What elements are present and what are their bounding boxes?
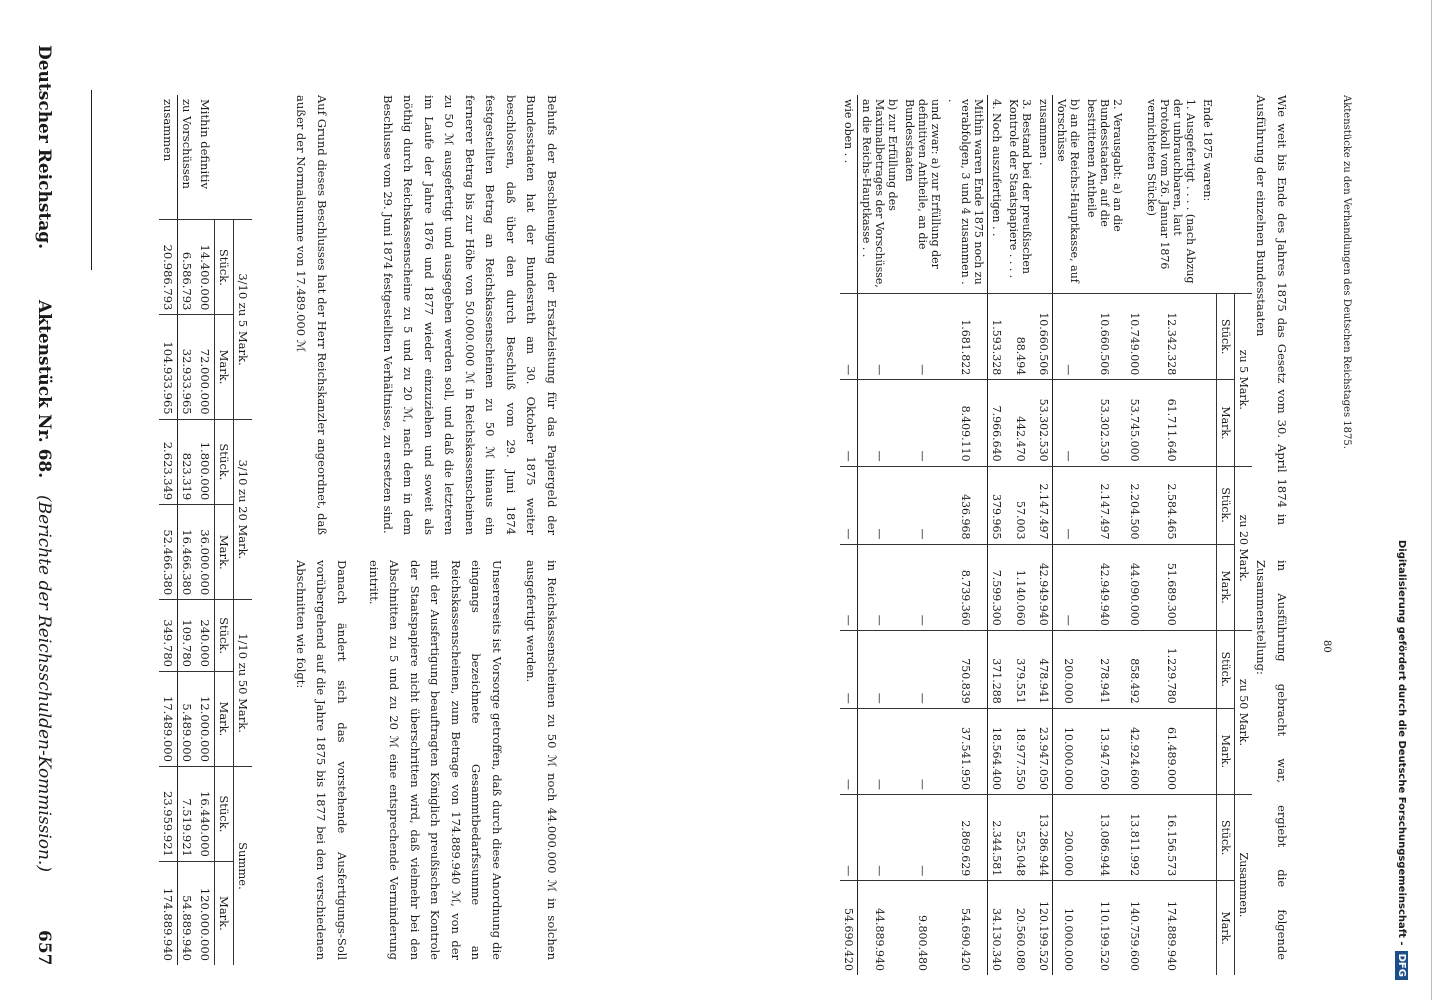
cell: — [858,630,902,708]
cell: 14.400.000 [196,220,215,315]
cell: — [858,294,902,380]
cell: 2.869.629 [945,795,989,881]
cell: 18.977.550 [1006,708,1036,794]
cell: — [858,795,902,881]
row-label: zu Vorschüssen [180,99,194,189]
col-stueck: Stück. [1217,466,1235,544]
cell: 10.000.000 [1053,708,1084,794]
cell: 10.749.000 [1127,294,1144,380]
row-label: 4. Noch auszufertigen . . [990,99,1004,237]
col-mark: Mark. [1217,881,1235,975]
table-row-total [159,95,178,965]
table-row-total [945,95,989,975]
cell: 51.689.300 [1144,544,1200,630]
cell: — [858,466,902,544]
row-label: Mithin waren Ende 1875 noch zu verabfolgen, 3 und 4 zusammen . . [945,95,989,294]
cell: 13.286.944 [1036,795,1054,881]
col-stueck: Stück. [1217,294,1235,380]
cell: 52.466.380 [159,505,178,600]
cell: 13.811.992 [1127,795,1144,881]
cell: 1.229.780 [1144,630,1200,708]
cell: — [1053,544,1084,630]
table-row-total [841,95,859,975]
cell: 42.949.940 [1084,544,1127,630]
cell: 20.986.793 [159,220,178,315]
cell: 5.489.000 [178,671,197,766]
header-rule [91,90,92,270]
table-row [1084,95,1127,975]
cell: — [841,466,859,544]
cell: 72.000.000 [196,315,215,419]
cell: 57.003 [1006,466,1036,544]
paragraph-right-3: Danach ändert sich das vorstehende Ausfertigungs-Soll vorübergehend auf die Jahre 1875 bis 1877 bei den verschiedenen Abschnitten wie folgt: [294,560,349,960]
cell: 23.959.921 [159,766,178,861]
credit-text: Digitalisierung gefördert durch die Deutsche Forschungsgemeinschaft - [1396,540,1407,946]
cell: — [841,380,859,466]
table2-group: zu 5 Mark. [1235,294,1253,467]
cell: — [902,795,945,881]
cell: — [841,544,859,630]
cell: 200.000 [1053,630,1084,708]
row-label: 2. Verausgabt: a) an die Bundesstaaten, auf die bestrittenen Antheile [1085,99,1125,232]
table2-group: zu 50 Mark. [1235,630,1253,794]
cell: 10.660.506 [1036,294,1054,380]
cell: 12.000.000 [196,671,215,766]
cell: 2.204.500 [1127,466,1144,544]
table-row [1200,95,1217,975]
row-label: Ende 1875 waren: [1201,99,1215,202]
cell: 54.690.420 [945,881,989,975]
table1-group: 1/10 zu 50 Mark. [234,600,253,767]
cell: 36.000.000 [196,505,215,600]
cell: — [841,708,859,794]
cell: — [902,544,945,630]
cell: 37.541.950 [945,708,989,794]
table-row [1127,95,1144,975]
paragraph-left-1: Behufs der Beschleunigung der Ersatzleistung für das Papiergeld der Bundesstaaten hat der Bundesrath am 30. Oktober 1875 weiter beschlossen, daß über den durch Beschluß vom 29. Juni 1874 festgestellten Betrag an Reichskassenscheinen zu 50 ℳ hinaus ein fernerer Betrag bis zur Höhe von 50.000.000 ℳ in Reichskassenscheinen zu 50 ℳ ausgefertigt und ausgegeben werden soll, und daß die letzteren im Laufe der Jahre 1876 und 1877 wieder einzuziehen und soweit als nöthig durch Reichskassenscheine zu 5 und zu 20 ℳ, nach dem in dem Beschlusse vom 29. Juni 1874 festgestellten Verhältnisse, zu ersetzen sind. [381,95,559,535]
table1-group: 3/10 zu 5 Mark. [234,220,253,419]
cell: 436.968 [945,466,989,544]
cell: 32.933.965 [178,315,197,419]
cell: 20.560.080 [1006,881,1036,975]
cell: 61.711.640 [1144,380,1200,466]
col-stueck: Stück. [215,220,234,315]
table-row [902,95,945,975]
cell: — [841,630,859,708]
cell: 53.302.530 [1084,380,1127,466]
table1-group: Summe. [234,766,253,965]
detail-table [841,95,1253,975]
cell: 88.494 [1006,294,1036,380]
cell: 44.090.000 [1127,544,1144,630]
table-row [1053,95,1084,975]
row-label [1127,95,1144,294]
cell: 1.140.060 [1006,544,1036,630]
header-left: Deutscher Reichstag. [34,45,54,250]
cell: 200.000 [1053,795,1084,881]
table-row [858,95,902,975]
cell: 2.623.349 [159,419,178,505]
table-row [1144,95,1200,975]
cell: — [841,294,859,380]
header-commission: (Berichte der Reichsschulden-Kommission.) [34,495,54,872]
cell: 371.288 [988,630,1006,708]
cell: 16.440.000 [196,766,215,861]
cell: 8.409.110 [945,380,989,466]
cell: — [1053,466,1084,544]
col-mark: Mark. [1217,380,1235,466]
cell: 18.564.400 [988,708,1006,794]
page-number: 657 [34,930,54,966]
cell: 109.780 [178,600,197,672]
row-label: b) an die Reichs-Hauptkasse, auf Vorschüsse [1055,99,1082,283]
paragraph-left-2: Auf Grund dieses Beschlusses hat der Herr Reichskanzler angeordnet, daß außer der Normalsumme von 17.489.000 ℳ [294,95,329,535]
cell: 442.470 [1006,380,1036,466]
col-mark: Mark. [215,671,234,766]
signature-mark: 80 [1321,640,1332,653]
table2-subheader-row [1217,95,1235,975]
cell: 7.966.640 [988,380,1006,466]
row-label: 1. Ausgefertigt . . . . (nach Abzug der unbrauchbaren, laut Protokoll vom 26. Januar 1876 vernichteten Stücke) [1145,99,1198,284]
col-stueck: Stück. [1217,795,1235,881]
cell: 1.681.822 [945,294,989,380]
paragraph-right-1: in Reichskassenscheinen zu 50 ℳ noch 44.000.000 ℳ in solchen ausgefertigt werden. [524,560,559,960]
cell: — [858,380,902,466]
cell: 1.800.000 [196,419,215,505]
cell: 750.839 [945,630,989,708]
table-row [196,95,215,965]
cell: 23.947.050 [1036,708,1054,794]
cell: 53.302.530 [1036,380,1054,466]
cell: 42.924.600 [1127,708,1144,794]
col-stueck: Stück. [215,600,234,672]
dfg-logo: DFG [1395,951,1408,980]
col-mark: Mark. [215,861,234,965]
cell: 42.949.940 [1036,544,1054,630]
col-mark: Mark. [1217,544,1235,630]
row-label: wie oben . . [841,95,859,294]
cell: 1.593.328 [988,294,1006,380]
table2-group: zu 20 Mark. [1235,466,1253,630]
table-row [1006,95,1036,975]
table2-group-row [1235,95,1253,975]
footer-right: in Ausführung gebracht war, ergiebt die folgende Zusammenstellung: [1254,560,1289,960]
cell: — [1053,380,1084,466]
cell: 120.199.520 [1036,881,1054,975]
cell: 858.492 [1127,630,1144,708]
table-row [988,95,1006,975]
cell: 240.000 [196,600,215,672]
cell: — [841,795,859,881]
col-stueck: Stück. [215,419,234,505]
cell: 2.584.465 [1144,466,1200,544]
cell: 104.933.965 [159,315,178,419]
footer-left: Wie weit bis Ende des Jahres 1875 das Gesetz vom 30. April 1874 in Ausführung der einzelnen Bundesstaaten [1254,95,1289,525]
cell: 17.489.000 [159,671,178,766]
row-label: Mithin definitiv [198,99,213,189]
cell: 379.551 [1006,630,1036,708]
cell: 278.941 [1084,630,1127,708]
table1-group: 3/10 zu 20 Mark. [234,419,253,600]
cell: 12.342.328 [1144,294,1200,380]
cell: 10.000.000 [1053,881,1084,975]
summary-table [159,95,252,965]
cell: 379.965 [988,466,1006,544]
row-label: 3. Bestand bei der preußischen Kontrole der Staatspapiere . . . . [1007,99,1034,279]
paragraph-right-2: Unsererseits ist Vorsorge getroffen, daß durch diese Anordnung die eingangs bezeichnete Gesammtbedarfssumme an Reichskassenscheinen, zum Betrage von 174.889.940 ℳ, von der mit der Ausfertigung beauftragten Königlich preußischen Kontrole der Staatspapiere nicht überschritten wird, daß vielmehr bei den Abschnitten zu 5 und zu 20 ℳ eine entsprechende Verminderung eintritt. [367,560,504,960]
header-center: Aktenstück Nr. 68. [34,300,54,479]
cell: — [858,708,902,794]
cell: 16.156.573 [1144,795,1200,881]
row-label: zusammen . [1036,95,1054,294]
cell: 174.889.940 [1144,881,1200,975]
cell: 2.344.581 [988,795,1006,881]
cell: 8.739.360 [945,544,989,630]
sidebar-credit [1395,540,1414,980]
cell: — [902,708,945,794]
cell: — [902,294,945,380]
table1-subheader-row [215,95,234,965]
col-stueck: Stück. [1217,630,1235,708]
cell: 13.086.944 [1084,795,1127,881]
cell: 525.048 [1006,795,1036,881]
table2-group: Zusammen. [1235,795,1253,976]
cell: 478.941 [1036,630,1054,708]
cell: 34.130.340 [988,881,1006,975]
footer-note: Aktenstücke zu den Verhandlungen des Deutschen Reichstages 1875. [1341,95,1352,449]
row-label: b) zur Erfüllung des Maximalbetrages der Vorschüsse, an die Reichs-Hauptkasse . . [860,99,900,288]
cell: 7.519.921 [178,766,197,861]
table1-group-row [234,95,253,965]
cell: — [858,544,902,630]
cell: 16.466.380 [178,505,197,600]
cell: 53.745.000 [1127,380,1144,466]
cell: 61.489.000 [1144,708,1200,794]
cell: — [902,630,945,708]
cell: 54.690.420 [841,881,859,975]
cell: 6.586.793 [178,220,197,315]
cell: 54.889.940 [178,861,197,965]
cell: 349.780 [159,600,178,672]
cell: 120.000.000 [196,861,215,965]
cell: 2.147.497 [1084,466,1127,544]
cell: 13.947.050 [1084,708,1127,794]
col-mark: Mark. [215,315,234,419]
cell: — [902,380,945,466]
table-row [178,95,197,965]
cell: 2.147.497 [1036,466,1054,544]
col-mark: Mark. [215,505,234,600]
table-row-total [1036,95,1054,975]
row-label: zusammen [159,95,178,220]
row-label: und zwar: a) zur Erfüllung der definitiven Antheile, an die Bundesstaaten [903,99,943,269]
cell: 140.759.600 [1127,881,1144,975]
cell: 110.199.520 [1084,881,1127,975]
cell: 174.889.940 [159,861,178,965]
col-mark: Mark. [1217,708,1235,794]
cell: 7.599.300 [988,544,1006,630]
col-stueck: Stück. [215,766,234,861]
cell: — [1053,294,1084,380]
cell: 9.800.480 [902,881,945,975]
cell: 823.319 [178,419,197,505]
cell: 10.660.506 [1084,294,1127,380]
cell: — [902,466,945,544]
cell: 44.889.940 [858,881,902,975]
